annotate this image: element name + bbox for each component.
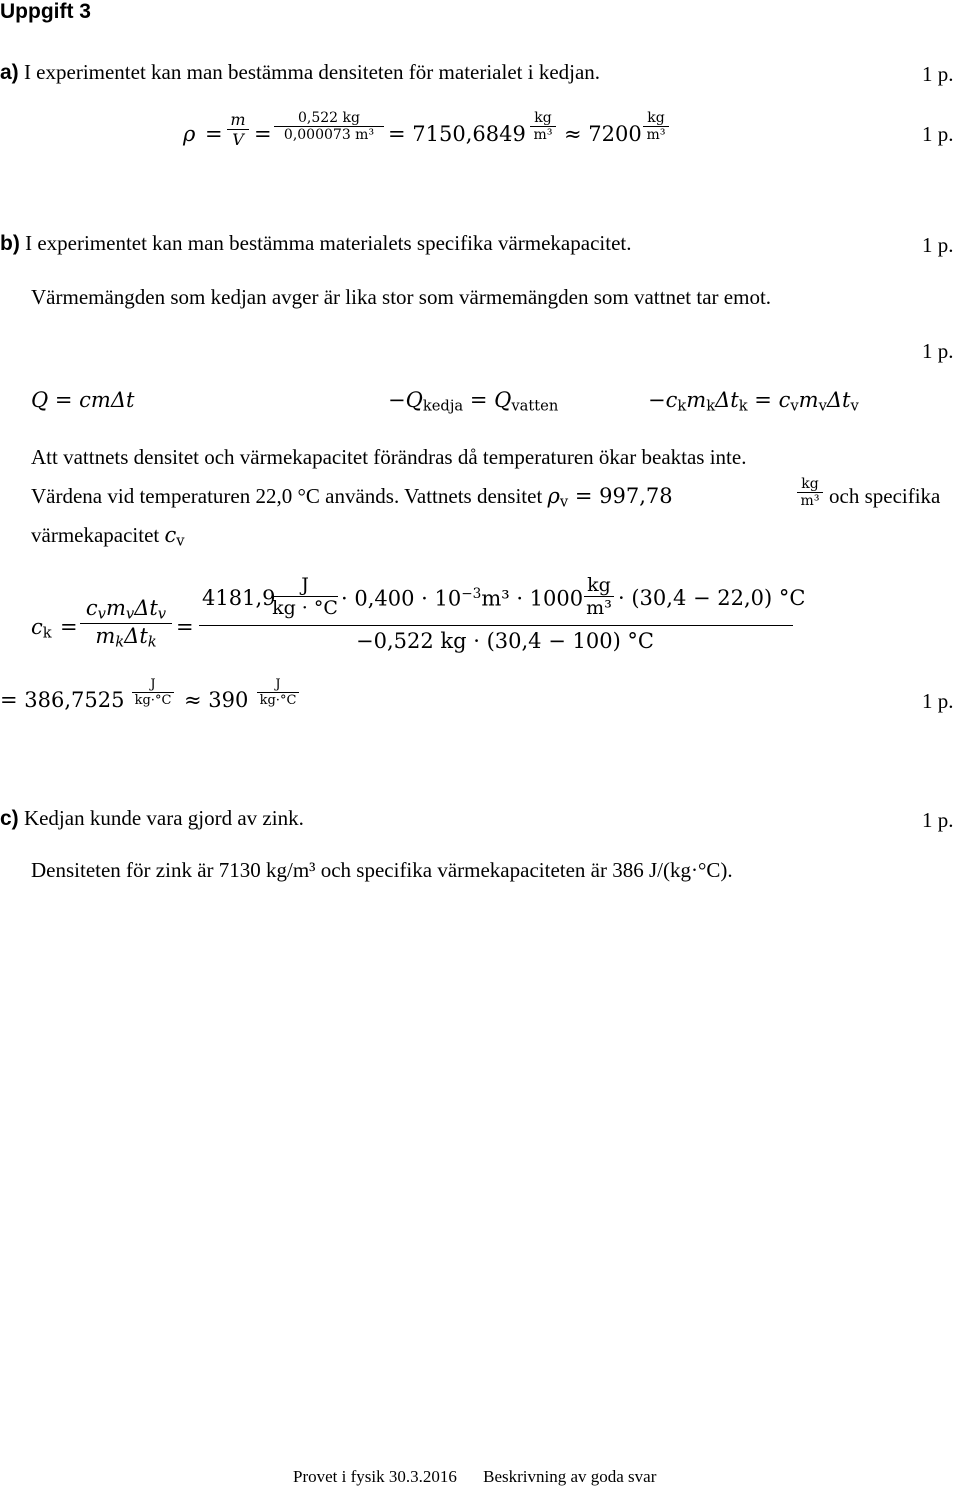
numerator: $c_vm_v\Delta t_v$ — [85, 596, 167, 623]
part-b-line2: Värmemängden som kedjan avger är lika stor som värmemängden som vattnet tar emot. — [31, 285, 772, 309]
unit-kg: kg — [647, 110, 665, 126]
equals: = — [463, 388, 495, 412]
points-b3: 1 p. — [922, 689, 954, 713]
values-text — [31, 484, 673, 511]
mass-over-volume — [227, 110, 249, 149]
footer — [293, 1467, 656, 1487]
subscript: k — [706, 397, 716, 415]
part-a-label: a) — [0, 61, 19, 84]
unit-kg-c: kg·°C — [259, 693, 297, 708]
unit-m3: m³ — [800, 493, 820, 509]
equals: = — [176, 615, 194, 639]
subscript: k — [738, 397, 748, 415]
heat-capacity-text — [31, 523, 185, 550]
equals: = — [205, 122, 223, 146]
rho-symbol: ρ — [183, 122, 196, 146]
volume-term — [341, 586, 583, 611]
subscript: k — [677, 397, 687, 415]
subscript-vatten: vatten — [511, 397, 559, 415]
assumption-text: Att vattnets densitet och värmekapacitet förändras då temperaturen ökar beaktas inte. — [31, 445, 747, 469]
result-unit — [132, 677, 174, 708]
subscript: v — [790, 397, 799, 415]
chain-mass-temperature: −0,522 kg · (30,4 − 100) °C — [356, 629, 654, 653]
unit-kg: kg — [534, 110, 552, 126]
exponent: −3 — [461, 586, 482, 602]
delta-t-symbol: Δt — [715, 388, 739, 412]
ck-symbolic-fraction — [80, 596, 172, 650]
density-result: = 7150,6849 — [388, 122, 526, 146]
result-unit-2 — [257, 677, 299, 708]
volume-value: 0,000073 m³ — [283, 127, 375, 143]
m-symbol: m — [686, 388, 707, 412]
ck-lhs — [31, 615, 52, 642]
volume-value: · 0,400 · 10 — [341, 586, 462, 611]
c-symbol: c — [778, 388, 791, 412]
unit-m3: m³ — [586, 597, 612, 619]
points-b1: 1 p. — [922, 233, 954, 257]
equals: = — [747, 388, 779, 412]
values-text-start: Värdena vid temperaturen 22,0 °C används. Vattnets densitet — [31, 484, 548, 508]
temperature-difference-water: · (30,4 − 22,0) °C — [618, 586, 806, 610]
unit-m3: m³ — [646, 127, 666, 143]
values-text-end: och specifika — [829, 484, 941, 508]
minus-sign: − — [648, 388, 666, 412]
subscript: v — [176, 532, 185, 550]
part-a-text: I experimentet kan man bestämma densiteten för materialet i kedjan. — [23, 60, 601, 84]
delta-t-symbol: Δt — [826, 388, 851, 412]
rho-symbol: ρ — [547, 484, 560, 508]
heat-balance-expanded — [648, 388, 859, 415]
subscript: v — [850, 397, 859, 415]
c-symbol: c — [164, 523, 177, 547]
unit-j: J — [150, 677, 156, 692]
points-c1: 1 p. — [922, 808, 954, 832]
heat-equation — [31, 388, 134, 412]
part-b-line — [0, 231, 631, 256]
footer-right: Beskrivning av goda svar — [483, 1467, 657, 1486]
unit-j: J — [301, 574, 309, 596]
heat-capacity-label: värmekapacitet — [31, 523, 165, 547]
unit-kg: kg — [587, 574, 611, 596]
footer-left: Provet i fysik 30.3.2016 — [293, 1467, 457, 1486]
points-a1: 1 p. — [922, 62, 954, 86]
water-density-value: = 997,78 — [568, 484, 673, 508]
unit-kg: kg — [801, 476, 819, 492]
part-a-line — [0, 60, 600, 85]
points-b2: 1 p. — [922, 339, 954, 363]
part-c-label: c) — [0, 807, 19, 830]
heat-balance — [388, 388, 558, 415]
equals: = — [60, 615, 78, 639]
part-b-text: I experimentet kan man bestämma materialets specifika värmekapacitet. — [25, 231, 632, 255]
m-symbol: m — [798, 388, 819, 412]
denominator: $m_k\Delta t_k$ — [95, 623, 157, 651]
density-unit-2 — [643, 110, 669, 143]
subscript: k — [42, 624, 52, 642]
density-unit — [530, 110, 556, 143]
c-symbol: c — [31, 615, 43, 639]
q-symbol: Q — [494, 388, 512, 412]
part-c-text: Kedjan kunde vara gjord av zink. — [23, 806, 304, 830]
points-a2: 1 p. — [922, 122, 954, 146]
equals: = — [254, 122, 272, 146]
subscript: v — [818, 397, 827, 415]
unit-m3: m³ — [533, 127, 553, 143]
page-title: Uppgift 3 — [0, 0, 91, 23]
unit-kg-c: kg · °C — [272, 597, 338, 619]
q-symbol: Q — [405, 388, 423, 412]
unit-kg-c: kg·°C — [134, 693, 172, 708]
water-density-unit — [797, 476, 823, 509]
part-c-line2: Densiteten för zink är 7130 kg/m³ och specifika värmekapaciteten är 386 J/(kg·°C). — [31, 858, 733, 882]
density-fraction — [274, 110, 384, 143]
result-approx: ≈ 390 — [184, 688, 249, 712]
density-unit-calc — [584, 574, 614, 619]
density-approx: ≈ 7200 — [564, 122, 642, 146]
v-symbol: V — [232, 130, 244, 149]
subscript: v — [559, 493, 569, 511]
part-b-label: b) — [0, 232, 20, 255]
c-symbol: c — [665, 388, 678, 412]
unit-j: J — [275, 677, 281, 692]
mass-value: 0,522 kg — [298, 110, 360, 126]
heat-formula: = cmΔt — [48, 388, 135, 412]
water-heat-capacity: 4181,9 — [202, 586, 276, 610]
m-symbol: m — [230, 110, 246, 129]
heat-capacity-unit — [272, 574, 338, 619]
main-fraction-bar — [199, 625, 793, 626]
result-value: = 386,7525 — [0, 688, 125, 712]
minus-sign: − — [388, 388, 406, 412]
part-c-line — [0, 806, 304, 831]
q-symbol: Q — [31, 388, 49, 412]
subscript-kedja: kedja — [422, 397, 464, 415]
volume-unit-density: m³ · 1000 — [481, 586, 584, 611]
